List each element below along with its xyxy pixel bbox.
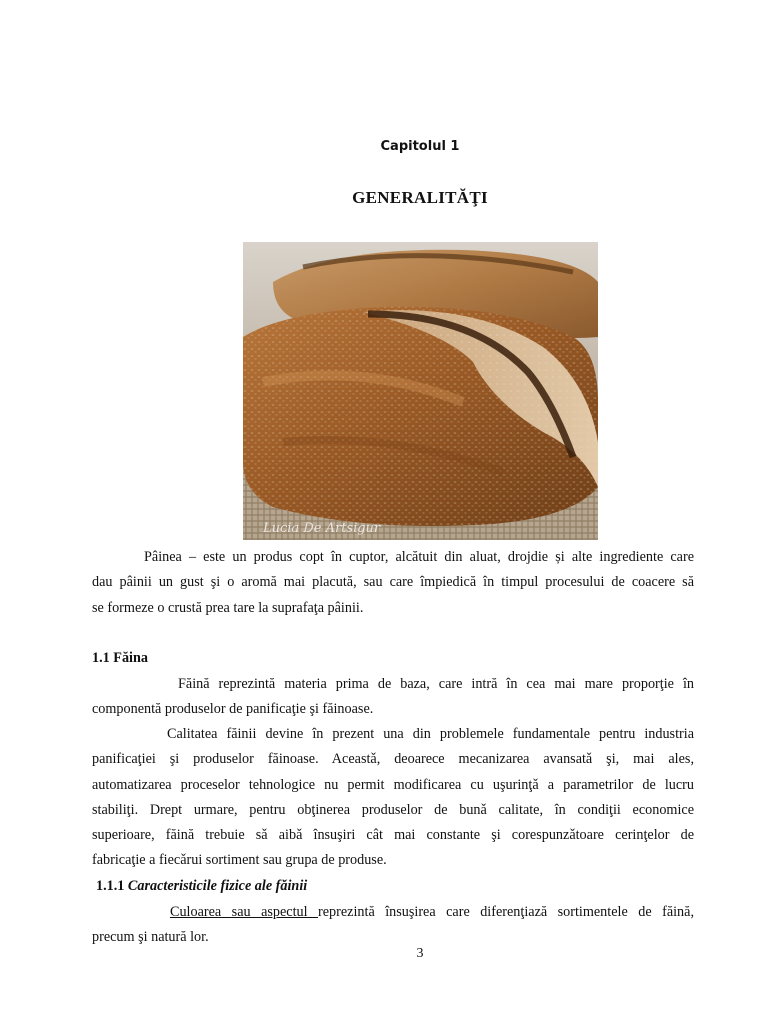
paragraph-line: fabricaţie a fiecǎrui sortiment sau grupa de produse.: [92, 852, 387, 869]
chapter-label: Capitolul 1: [380, 139, 460, 154]
section-1-1-1-paragraph: [92, 900, 694, 951]
paragraph-line: automatizarea proceselor tehnologice nu permit modificarea cu uşurinţǎ a parametrilor de lucru: [92, 776, 694, 793]
paragraph-line: [92, 900, 694, 925]
section-heading-1-1: 1.1 Făina: [92, 650, 148, 666]
intro-paragraph: [92, 545, 694, 621]
intro-line: se formeze o crustă prea tare la suprafaţa pâinii.: [92, 599, 364, 616]
paragraph-line: superioare, făină trebuie sǎ aibǎ însuşiri cât mai constante şi corespunzǎtoare cerinţelor de: [92, 827, 694, 844]
paragraph-text: reprezintă însuşirea care diferenţiază sortimentele de făină,: [318, 904, 694, 920]
paragraph-line: Calitatea făinii devine în prezent una din problemele fundamentale pentru industria: [167, 726, 694, 742]
page-number: 3: [416, 946, 424, 961]
section-heading-1-1-1: [96, 878, 307, 895]
section-number: 1.1.1: [96, 878, 125, 894]
paragraph-line: panificaţiei şi produselor făinoase. Aceastǎ, deoarece mecanizarea avansatǎ şi, mai ales,: [92, 751, 694, 768]
section-1-1-paragraph-2: [92, 722, 694, 874]
paragraph-line: componentă produselor de panificaţie şi făinoase.: [92, 701, 374, 718]
bread-loaf-photo: [243, 242, 598, 540]
section-1-1-paragraph-1: [92, 672, 694, 723]
intro-line: dau pâinii un gust şi o aromă mai placută, sau care împiedică în timpul procesului de coacere să: [92, 574, 694, 591]
paragraph-line: precum şi natură lor.: [92, 929, 209, 946]
photo-watermark: Lucia De Artsigur: [263, 521, 381, 536]
section-title: Caracteristicile fizice ale făinii: [127, 878, 308, 894]
chapter-title: GENERALITĂŢI: [352, 188, 488, 207]
intro-line: Pâinea – este un produs copt în cuptor, alcătuit din aluat, drojdie și alte ingrediente care: [144, 549, 694, 565]
underlined-term: Culoarea sau aspectul: [170, 904, 319, 920]
paragraph-line: stabiliţi. Drept urmare, pentru obţinerea produselor de bunǎ calitate, în condiţii economice: [92, 801, 694, 818]
paragraph-line: Făină reprezintă materia prima de baza, care intră în cea mai mare proporţie în: [178, 676, 694, 692]
